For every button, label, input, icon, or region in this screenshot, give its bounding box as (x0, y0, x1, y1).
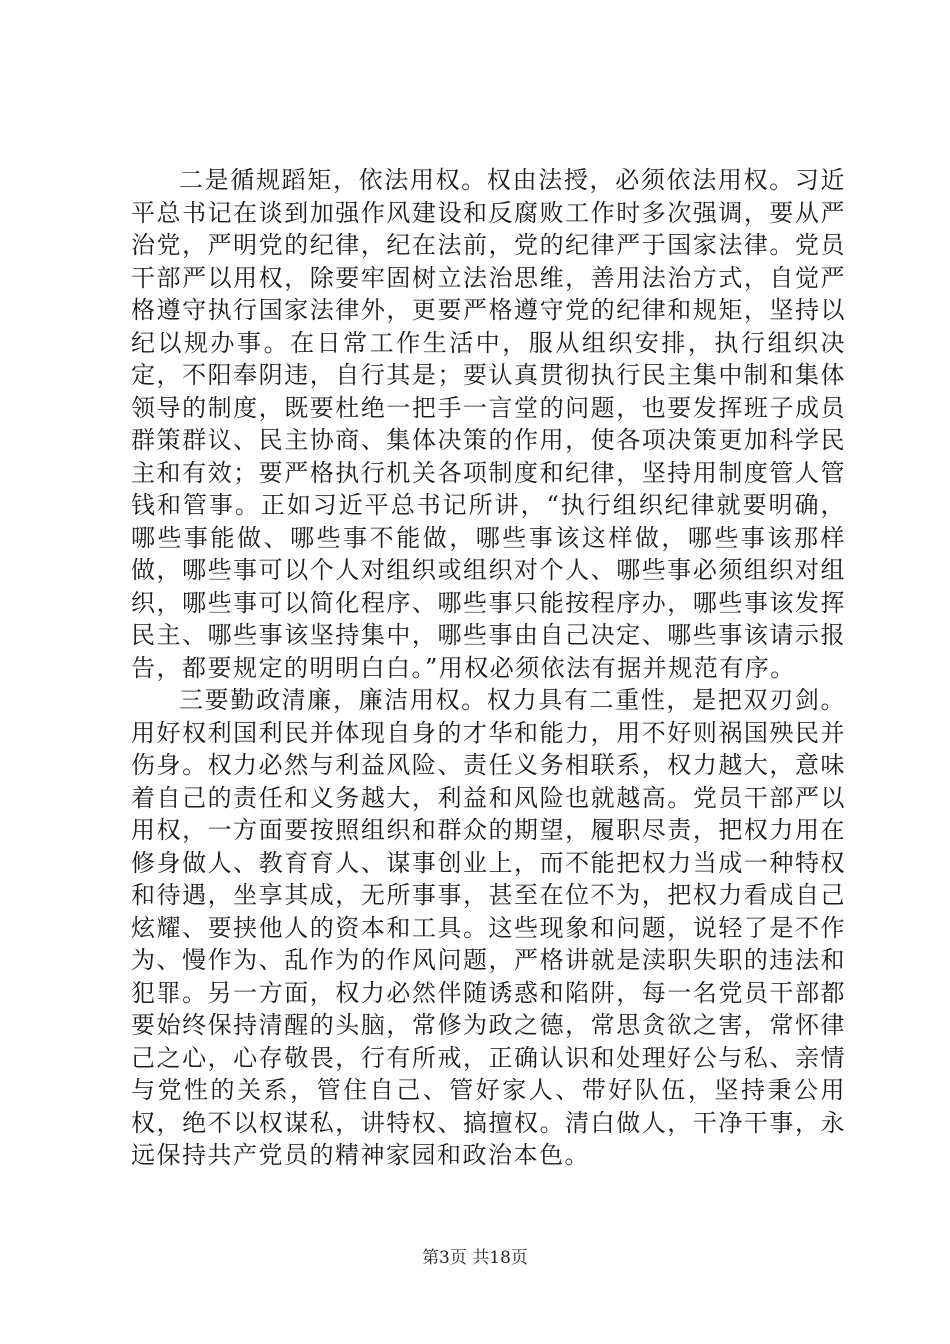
paragraph-2: 三要勤政清廉，廉洁用权。权力具有二重性，是把双刃剑。用好权利国利民并体现自身的才华和能力，用不好则祸国殃民并伤身。权力必然与利益风险、责任义务相联系，权力越大，意味着自己的责任和义务越大，利益和风险也就越高。党员干部严以用权，一方面要按照组织和群众的期望，履职尽责，把权力用在修身做人、教育育人、谋事创业上，而不能把权力当成一种特权和待遇，坐享其成，无所事事，甚至在位不为，把权力看成自己炫耀、要挟他人的资本和工具。这些现象和问题，说轻了是不作为、慢作为、乱作为的作风问题，严格讲就是渎职失职的违法和犯罪。另一方面，权力必然伴随诱惑和陷阱，每一名党员干部都要始终保持清醒的头脑，常修为政之德，常思贪欲之害，常怀律己之心，心存敬畏，行有所戒，正确认识和处理好公与私、亲情与党性的关系，管住自己、管好家人、带好队伍，坚持秉公用权，绝不以权谋私，讲特权、搞擅权。清白做人，干净干事，永远保持共产党员的精神家园和政治本色。 (131, 686, 846, 1169)
paragraph-1: 二是循规蹈矩，依法用权。权由法授，必须依法用权。习近平总书记在谈到加强作风建设和反腐败工作时多次强调，要从严治党，严明党的纪律，纪在法前，党的纪律严于国家法律。党员干部严以用权，除要牢固树立法治思维，善用法治方式，自觉严格遵守执行国家法律外，更要严格遵守党的纪律和规矩，坚持以纪以规办事。在日常工作生活中，服从组织安排，执行组织决定，不阳奉阴违，自行其是；要认真贯彻执行民主集中制和集体领导的制度，既要杜绝一把手一言堂的问题，也要发挥班子成员群策群议、民主协商、集体决策的作用，使各项决策更加科学民主和有效；要严格执行机关各项制度和纪律，坚持用制度管人管钱和管事。正如习近平总书记所讲，“执行组织纪律就要明确，哪些事能做、哪些事不能做，哪些事该这样做，哪些事该那样做，哪些事可以个人对组织或组织对个人、哪些事必须组织对组织，哪些事可以简化程序、哪些事只能按程序办，哪些事该发挥民主、哪些事该坚持集中，哪些事由自己决定、哪些事该请示报告，都要规定的明明白白。”用权必须依法有据并规范有序。 (131, 166, 846, 682)
page-number-footer: 第3页 共18页 (422, 1248, 528, 1268)
document-body (131, 164, 846, 1172)
